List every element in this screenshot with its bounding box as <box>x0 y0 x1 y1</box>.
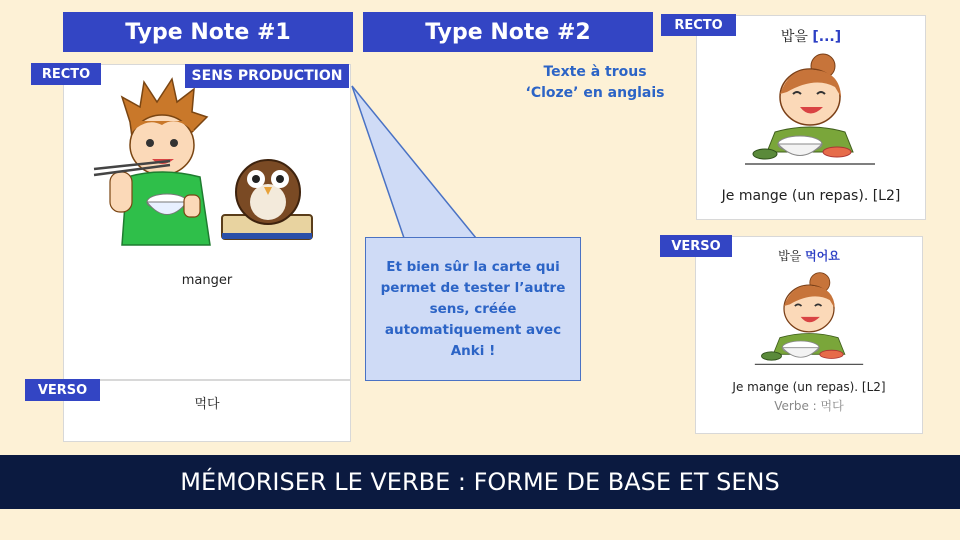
verso-answer-ko: 먹어요 <box>805 249 840 263</box>
sens-production-tag <box>185 64 349 88</box>
recto-sentence: Je mange (un repas). [L2] <box>721 188 901 204</box>
verso-prompt-ko: 밥을 <box>778 249 802 263</box>
note1-recto-label: RECTO <box>41 66 91 82</box>
cloze-recto-card <box>696 15 926 220</box>
cloze-recto-label: RECTO <box>674 17 723 33</box>
callout-text: Et bien sûr la carte qui permet de tester l’autre sens, créée automatiquement avec Anki ! <box>380 258 566 359</box>
note2-description-line2: ‘Cloze’ en anglais <box>525 85 665 101</box>
verso-sentence: Je mange (un repas). [L2] <box>732 380 886 394</box>
cloze-verso-label: VERSO <box>671 238 721 254</box>
note2-description <box>500 62 690 104</box>
sens-production-label: SENS PRODUCTION <box>191 68 343 84</box>
footer-title: MÉMORISER LE VERBE : FORME DE BASE ET SENS <box>180 468 780 496</box>
footer-banner <box>0 455 960 509</box>
cloze-verso-tag <box>660 235 732 257</box>
note2-description-line1: Texte à trous <box>543 64 647 80</box>
note1-word-ko: 먹다 <box>194 397 220 412</box>
cloze-gap: [...] <box>812 29 842 45</box>
cloze-verso-card <box>695 236 923 434</box>
note1-verso-card <box>63 380 351 442</box>
note1-word-fr: manger <box>181 273 233 288</box>
cloze-prompt-ko: 밥을 <box>780 29 808 45</box>
callout-box <box>365 237 581 381</box>
note1-recto-card <box>63 64 351 380</box>
owl-on-book-illustration <box>218 147 318 247</box>
type-note-2-title: Type Note #2 <box>425 19 591 45</box>
note1-recto-tag <box>31 63 101 85</box>
girl-eating-illustration-small <box>754 271 864 371</box>
note1-verso-label: VERSO <box>37 382 88 398</box>
callout-pointer <box>346 80 486 260</box>
type-note-1-title: Type Note #1 <box>125 19 291 45</box>
girl-eating-illustration <box>745 52 875 172</box>
note1-verso-tag <box>25 379 100 401</box>
type-note-2-header <box>363 12 653 52</box>
type-note-1-header <box>63 12 353 52</box>
cloze-recto-tag <box>661 14 736 36</box>
verso-hint: Verbe : 먹다 <box>774 399 844 413</box>
